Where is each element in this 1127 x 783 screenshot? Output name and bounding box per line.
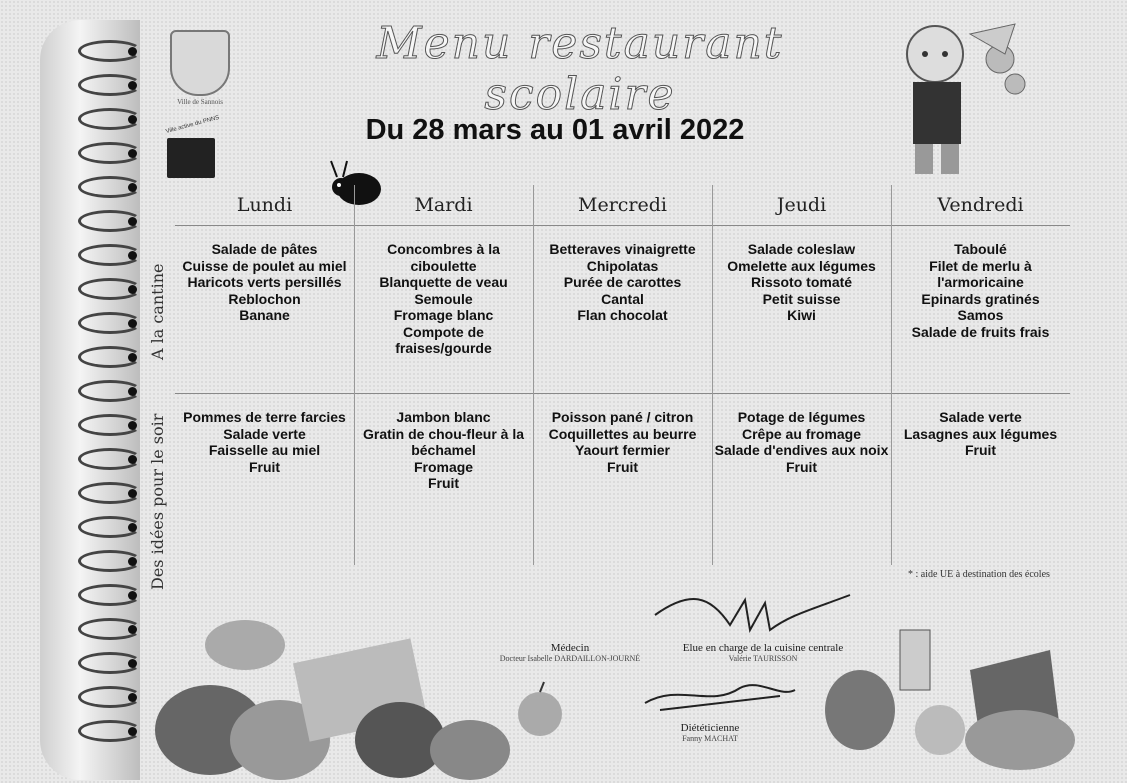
- menu-item: Cantal: [601, 290, 644, 307]
- evening-cell-vendredi: [891, 409, 1070, 459]
- signature-name: Docteur Isabelle DARDAILLON-JOURNÉ: [499, 654, 641, 663]
- signature-dieteticienne: [650, 722, 770, 743]
- spiral-hole: [128, 625, 137, 634]
- spiral-hole: [128, 455, 137, 464]
- menu-item: Concombres à la ciboulette: [387, 241, 500, 274]
- signature-role: Elue en charge de la cuisine centrale: [682, 642, 844, 654]
- spiral-hole: [128, 489, 137, 498]
- menu-item: Flan chocolat: [577, 307, 668, 323]
- date-range: Du 28 mars au 01 avril 2022: [365, 114, 745, 146]
- menu-item: Fromage blanc: [393, 307, 494, 323]
- menu-item: Samos: [957, 307, 1004, 323]
- menu-item: Salade coleslaw: [747, 241, 856, 257]
- menu-item: Coquillettes au beurre: [548, 425, 697, 442]
- city-logo-caption: Ville de Sannois: [177, 98, 223, 106]
- menu-item: Jambon blanc: [396, 409, 491, 425]
- menu-item: Taboulé: [954, 241, 1007, 257]
- menu-item: Semoule: [414, 290, 473, 307]
- menu-item: Blanquette de veau: [379, 274, 508, 290]
- signature-medecin: [495, 642, 645, 663]
- signature-name: Valérie TAURISSON: [728, 654, 798, 663]
- menu-item: Cuisse de poulet au miel: [182, 257, 347, 274]
- lunch-cell-lundi: [175, 241, 354, 324]
- spiral-hole: [128, 421, 137, 430]
- menu-item: Banane: [239, 307, 290, 323]
- lunch-cell-vendredi: [891, 241, 1070, 340]
- day-header-mardi: Mardi: [414, 194, 473, 216]
- spiral-hole: [128, 557, 137, 566]
- menu-item: Pommes de terre farcies: [183, 409, 346, 425]
- menu-item: Salade de pâtes: [211, 241, 318, 257]
- menu-item: Haricots verts persillés: [187, 274, 342, 290]
- spiral-hole: [128, 251, 137, 260]
- spiral-hole: [128, 693, 137, 702]
- menu-item: Fruit: [964, 442, 997, 458]
- spiral-hole: [128, 115, 137, 124]
- spiral-hole: [128, 353, 137, 362]
- grid-divider-head: [175, 225, 1070, 226]
- menu-item: Poisson pané / citron: [551, 409, 694, 425]
- menu-item: Chipolatas: [586, 257, 659, 274]
- spiral-hole: [128, 183, 137, 192]
- food-illustration-left: [150, 590, 510, 783]
- menu-item: Rissoto tomaté: [750, 274, 853, 290]
- menu-item: Fruit: [248, 458, 281, 475]
- menu-item: Filet de merlu à l'armoricaine: [929, 257, 1032, 290]
- spiral-hole: [128, 47, 137, 56]
- food-illustration-right: [820, 590, 1090, 783]
- menu-item: Fruit: [427, 475, 460, 491]
- menu-item: Epinards gratinés: [921, 290, 1040, 307]
- spiral-hole: [128, 319, 137, 328]
- menu-item: Fromage: [413, 458, 474, 475]
- day-header-mercredi: Mercredi: [578, 194, 667, 216]
- menu-grid: [175, 185, 1070, 565]
- footnote: * : aide UE à destination des écoles: [908, 569, 1050, 580]
- girl-illustration: [875, 14, 1035, 184]
- grid-divider-mid: [175, 393, 1070, 394]
- menu-item: Yaourt fermier: [575, 442, 670, 458]
- menu-item: Fruit: [606, 458, 639, 475]
- lunch-cell-mardi: [354, 241, 533, 357]
- menu-item: Omelette aux légumes: [727, 257, 876, 274]
- menu-item: Salade d'endives aux noix: [714, 442, 889, 458]
- pnns-label-caption: Ville active du PNNS: [165, 114, 221, 136]
- evening-cell-lundi: [175, 409, 354, 475]
- menu-item: Salade verte: [939, 409, 1022, 425]
- menu-item: Faisselle au miel: [208, 442, 321, 458]
- day-header-jeudi: Jeudi: [776, 194, 827, 216]
- signature-role: Diététicienne: [680, 722, 740, 734]
- menu-item: Kiwi: [787, 307, 816, 323]
- spiral-hole: [128, 387, 137, 396]
- city-crest-logo: [170, 30, 230, 96]
- spiral-hole: [128, 727, 137, 736]
- menu-item: Purée de carottes: [563, 274, 682, 290]
- menu-item: Gratin de chou-fleur à la béchamel: [362, 425, 525, 458]
- spiral-hole: [128, 217, 137, 226]
- menu-item: Betteraves vinaigrette: [549, 241, 696, 257]
- evening-cell-mardi: [354, 409, 533, 492]
- menu-item: Crêpe au fromage: [741, 425, 862, 442]
- signature-role: Médecin: [550, 642, 590, 654]
- handwritten-signature-dieteticienne: [640, 678, 800, 718]
- evening-cell-mercredi: [533, 409, 712, 475]
- spiral-hole: [128, 659, 137, 668]
- menu-item: Petit suisse: [762, 290, 841, 307]
- spiral-hole: [128, 285, 137, 294]
- menu-item: Salade verte: [223, 425, 306, 442]
- spiral-hole: [128, 591, 137, 600]
- menu-title: Menu restaurant scolaire: [376, 18, 784, 120]
- evening-cell-jeudi: [712, 409, 891, 475]
- section-label-lunch: A la cantine: [148, 263, 167, 360]
- spiral-hole: [128, 81, 137, 90]
- spiral-hole: [128, 149, 137, 158]
- menu-item: Lasagnes aux légumes: [903, 425, 1058, 442]
- section-label-evening: Des idées pour le soir: [148, 413, 167, 590]
- menu-item: Compote de fraises/gourde: [395, 323, 492, 356]
- menu-item: Reblochon: [228, 290, 301, 307]
- spiral-hole: [128, 523, 137, 532]
- pnns-label-logo: [167, 138, 215, 178]
- day-header-lundi: Lundi: [236, 194, 293, 216]
- menu-item: Potage de légumes: [737, 409, 866, 425]
- day-header-vendredi: Vendredi: [937, 194, 1024, 216]
- signature-name: Fanny MACHAT: [682, 734, 738, 743]
- apple-illustration: [510, 680, 570, 740]
- lunch-cell-mercredi: [533, 241, 712, 324]
- lunch-cell-jeudi: [712, 241, 891, 324]
- spiral-binding: [40, 20, 140, 780]
- menu-item: Salade de fruits frais: [911, 323, 1050, 340]
- menu-item: Fruit: [785, 458, 818, 475]
